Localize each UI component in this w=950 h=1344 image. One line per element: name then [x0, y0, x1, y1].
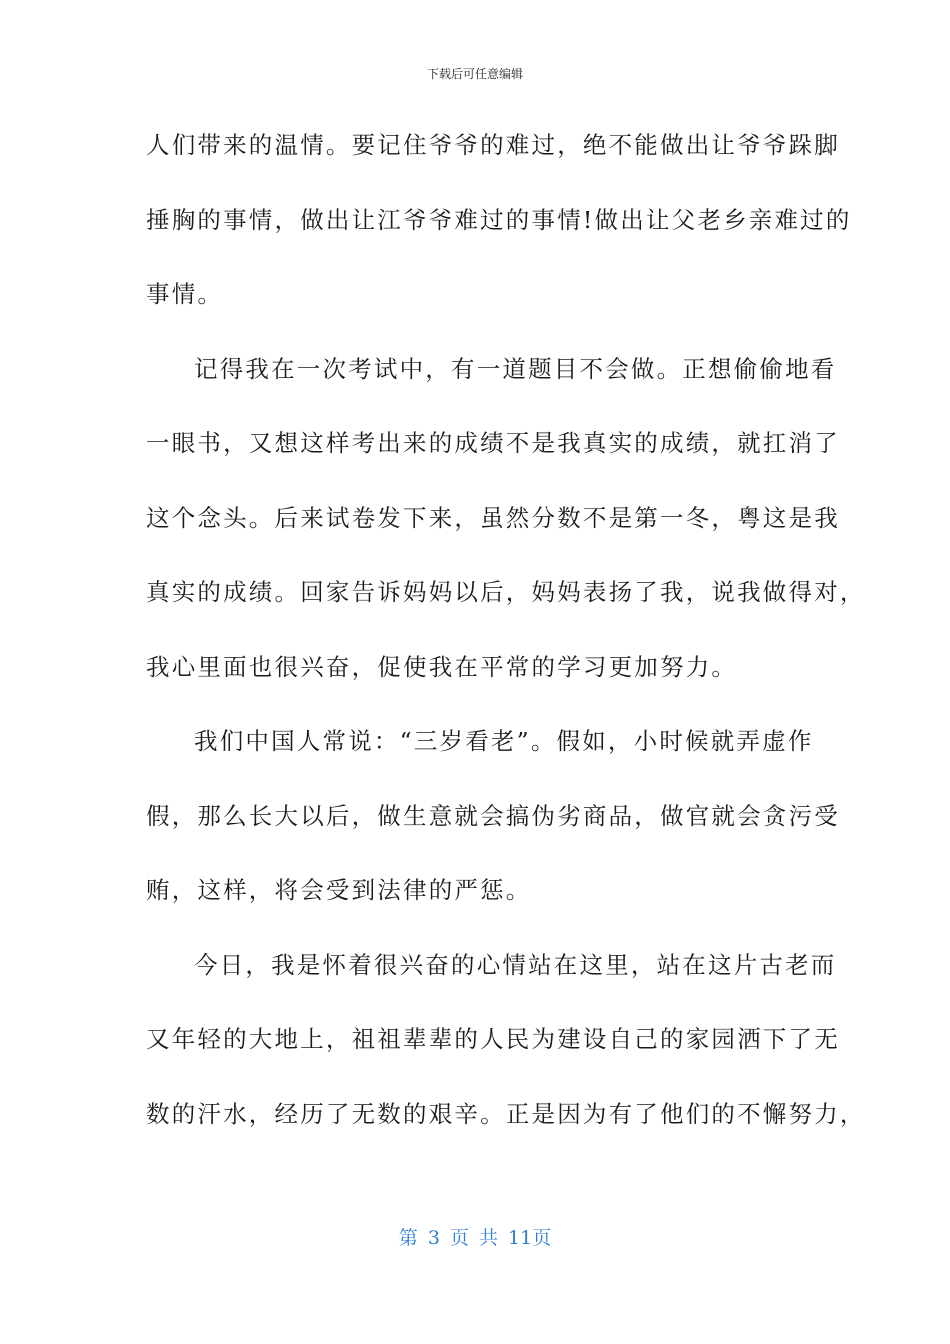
document-body — [146, 108, 866, 1151]
text-line: 又年轻的大地上，祖祖辈辈的人民为建设自己的家园洒下了无 — [146, 1025, 840, 1053]
text-line: 数的汗水，经历了无数的艰辛。正是因为有了他们的不懈努力， — [146, 1099, 866, 1128]
text-line: 这个念头。后来试卷发下来，虽然分数不是第一冬，粤这是我 — [146, 503, 840, 532]
text-line: 真实的成绩。回家告诉妈妈以后，妈妈表扬了我，说我做得对， — [146, 578, 866, 606]
text-line: 假，那么长大以后，做生意就会搞伪劣商品，做官就会贪污受 — [146, 801, 840, 830]
text-line: 捶胸的事情，做出让江爷爷难过的事情!做出让父老乡亲难过的 — [146, 205, 852, 234]
page-number-footer: 第 3 页 共 11页 — [398, 1227, 552, 1249]
page-header: 下载后可任意编辑 — [426, 67, 523, 81]
text-line: 贿，这样，将会受到法律的严惩。 — [146, 876, 532, 904]
text-line: 一眼书，又想这样考出来的成绩不是我真实的成绩，就扛消了 — [146, 429, 840, 457]
text-line: 我心里面也很兴奋，促使我在平常的学习更加努力。 — [146, 652, 738, 681]
text-line: 人们带来的温情。要记住爷爷的难过，绝不能做出让爷爷跺脚 — [146, 131, 840, 159]
paragraph-start-line: 今日，我是怀着很兴奋的心情站在这里，站在这片古老而 — [194, 950, 837, 979]
paragraph-start-line: 我们中国人常说：“三岁看老”。假如，小时候就弄虚作 — [194, 727, 814, 755]
paragraph-start-line: 记得我在一次考试中，有一道题目不会做。正想偷偷地看 — [194, 354, 837, 383]
text-line: 事情。 — [146, 280, 224, 308]
